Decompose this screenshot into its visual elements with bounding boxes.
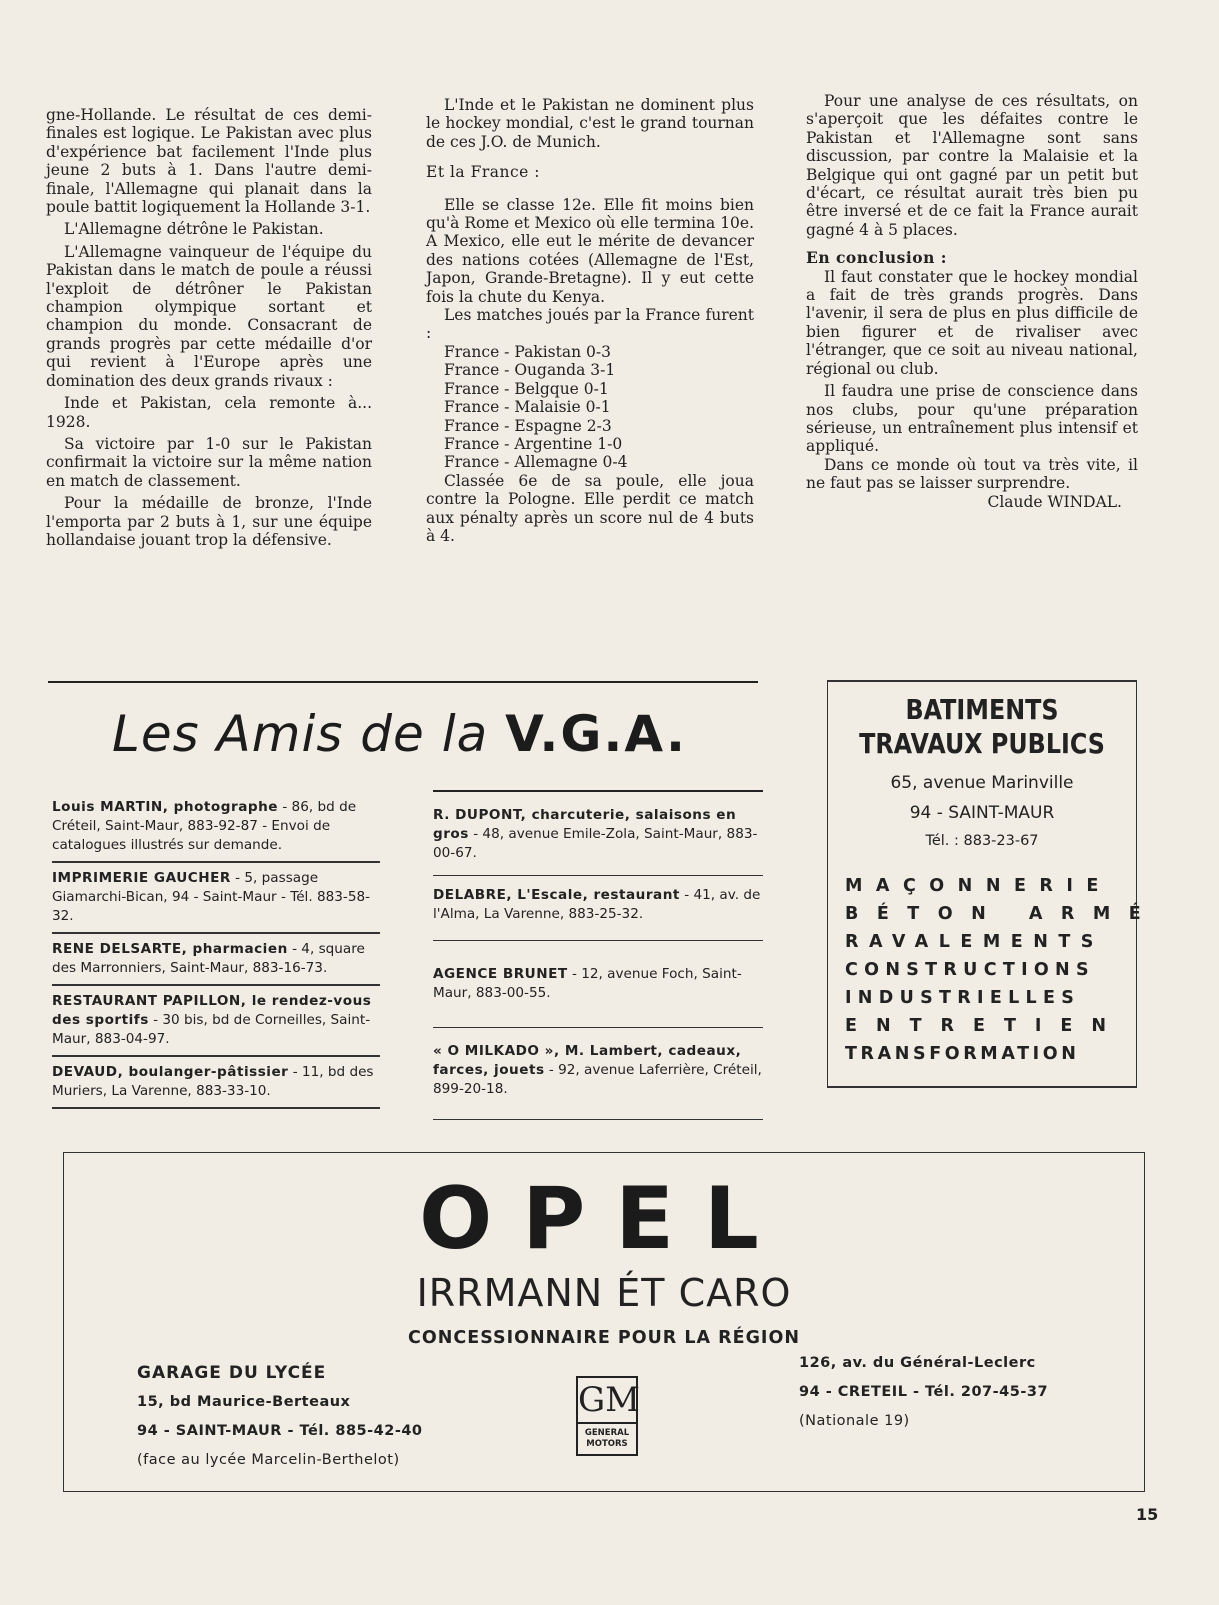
address-line: 15, bd Maurice-Berteaux xyxy=(137,1394,351,1410)
brand-logo: OPEL xyxy=(419,1169,789,1269)
service-item: TRANSFORMATION xyxy=(845,1044,1080,1064)
address-line: 94 - CRETEIL - Tél. 207-45-37 xyxy=(799,1384,1049,1400)
paragraph: L'Allemagne vainqueur de l'équipe du Pakistan dans le match de poule a réussi l'exploit de détrôner le Pakistan champion olympique sortant et champion du monde. Consacrant de grands progrès par cette médaille d'or qui revient à l'Europe après une domination des deux grands rivaux : xyxy=(46,242,372,390)
ad-address: 94 - SAINT-MAUR xyxy=(909,803,1055,823)
match-result: France - Belgque 0-1 xyxy=(444,379,609,398)
match-result: France - Malaisie 0-1 xyxy=(444,398,611,417)
ad-name: Louis MARTIN, photographe xyxy=(52,799,278,815)
services-list xyxy=(828,872,1160,1068)
title-italic: Les Amis de la xyxy=(112,705,489,763)
service-item: MAÇONNERIE xyxy=(845,876,1112,896)
section-heading: En conclusion : xyxy=(806,248,947,268)
ad-text: - 86, bd de Créteil, Saint-Maur, 883-92-87 - Envoi de catalogues illustrés sur demande. xyxy=(52,799,357,853)
ad-address: 65, avenue Marinville xyxy=(890,773,1074,793)
ad-text: - 48, avenue Emile-Zola, Saint-Maur, 883-00-67. xyxy=(433,826,758,861)
title-bold: V.G.A. xyxy=(505,705,688,763)
ad-title: TRAVAUX PUBLICS xyxy=(859,727,1105,760)
ad-name: RENE DELSARTE, pharmacien xyxy=(52,941,288,957)
ad-name: R. DUPONT, charcuterie, salaisons en gros xyxy=(433,807,737,842)
paragraph: Les matches joués par la France furent : xyxy=(426,306,754,343)
service-item: BÉTON ARMÉ xyxy=(845,904,1160,924)
gm-logo-text xyxy=(578,1424,636,1450)
ad-entry xyxy=(52,986,380,1057)
creteil-address xyxy=(799,1349,1048,1436)
paragraph: gne-Hollande. Le résultat de ces demi-finales est logique. Le Pakistan avec plus d'expérience bat facilement l'Inde plus jeune 2 buts à 1. Dans l'autre demi-finale, l'Allemagne qui planait dans la poule battit logiquement la Hollande 3-1. xyxy=(46,106,372,217)
garage-address xyxy=(137,1359,423,1475)
service-item: INDUSTRIELLES xyxy=(845,988,1081,1008)
paragraph: L'Inde et le Pakistan ne dominent plus le hockey mondial, c'est le grand tournan de ces J.O. de Munich. xyxy=(426,96,754,151)
ad-text: - 41, av. de l'Alma, La Varenne, 883-25-32. xyxy=(433,887,761,922)
paragraph: Classée 6e de sa poule, elle joua contre la Pologne. Elle perdit ce match aux pénalty après un score nul de 4 buts à 4. xyxy=(426,471,754,545)
ad-name: DELABRE, L'Escale, restaurant xyxy=(433,887,680,903)
ad-text: - 4, square des Marronniers, Saint-Maur, 883-16-73. xyxy=(52,941,365,976)
ad-phone: Tél. : 883-23-67 xyxy=(925,833,1039,849)
ad-name: AGENCE BRUNET xyxy=(433,966,568,982)
paragraph: Il faut constater que le hockey mondial a fait de très grands progrès. Dans l'avenir, il sera de plus en plus difficile de bien figurer et de rivaliser avec l'étranger, que ce soit au niveau national, régional ou club. xyxy=(806,267,1138,378)
ad-entry xyxy=(433,876,763,941)
garage-title: GARAGE DU LYCÉE xyxy=(137,1363,327,1383)
ad-name: « O MILKADO », M. Lambert, cadeaux, farces, jouets xyxy=(433,1043,742,1078)
ad-text: - 5, passage Giamarchi-Bican, 94 - Saint-Maur - Tél. 883-58-32. xyxy=(52,870,371,924)
paragraph: Elle se classe 12e. Elle fit moins bien qu'à Rome et Mexico où elle termina 10e. A Mexico, elle eut le mérite de devancer des nations cotées (Allemagne de l'Est, Japon, Grande-Bretagne). Il y eut cette fois la chute du Kenya. xyxy=(426,195,755,306)
ad-title: BATIMENTS xyxy=(905,693,1059,726)
section-heading: Et la France : xyxy=(426,163,540,182)
paragraph: L'Allemagne détrône le Pakistan. xyxy=(64,220,324,239)
divider xyxy=(433,790,763,792)
page-number: 15 xyxy=(1136,1505,1159,1524)
ad-entry xyxy=(52,934,380,986)
ad-text: - 30 bis, bd de Corneilles, Saint-Maur, 883-04-97. xyxy=(52,1012,371,1047)
ad-entry xyxy=(52,792,380,863)
section-title xyxy=(112,705,687,763)
ad-entry xyxy=(433,941,763,1028)
service-item: ENTRETIEN xyxy=(845,1016,1126,1036)
ad-name: DEVAUD, boulanger-pâtissier xyxy=(52,1064,289,1080)
ad-entry xyxy=(433,800,763,876)
ad-entry xyxy=(52,863,380,934)
ad-name: RESTAURANT PAPILLON, le rendez-vous des sportifs xyxy=(52,993,372,1028)
paragraph: Inde et Pakistan, cela remonte à... 1928. xyxy=(46,394,372,431)
paragraph: Pour une analyse de ces résultats, on s'aperçoit que les défaites contre le Pakistan et l'Allemagne sont sans discussion, par contre la Malaisie et la Belgique qui ont gagné par un petit but d'écart, ce résultat aurait très bien pu être inversé et de ce fait la France aurait gagné 4 à 5 places. xyxy=(806,92,1138,239)
ads-left-column xyxy=(52,792,380,1109)
article-column-1 xyxy=(46,106,372,549)
gm-logo-letters: GM xyxy=(578,1378,636,1424)
service-item: CONSTRUCTIONS xyxy=(845,960,1095,980)
paragraph: Pour la médaille de bronze, l'Inde l'emporta par 2 buts à 1, sur une équipe hollandaise jouant trop la défensive. xyxy=(46,494,372,549)
address-line: (face au lycée Marcelin-Berthelot) xyxy=(137,1452,400,1468)
match-result: France - Argentine 1-0 xyxy=(444,434,623,453)
ad-text: - 12, avenue Foch, Saint-Maur, 883-00-55. xyxy=(433,966,742,1001)
service-item: RAVALEMENTS xyxy=(845,932,1104,952)
address-line: (Nationale 19) xyxy=(799,1413,910,1429)
match-result: France - Allemagne 0-4 xyxy=(444,453,628,472)
paragraph: Sa victoire par 1-0 sur le Pakistan confirmait la victoire sur la même nation en match de classement. xyxy=(46,434,372,490)
match-result: France - Ouganda 3-1 xyxy=(444,361,616,380)
article-column-3 xyxy=(806,92,1138,511)
ad-entry xyxy=(52,1057,380,1109)
ads-right-column xyxy=(433,800,763,1120)
signature: Claude WINDAL. xyxy=(987,492,1122,511)
address-line: 126, av. du Général-Leclerc xyxy=(799,1355,1036,1371)
match-result: France - Pakistan 0-3 xyxy=(444,342,611,361)
ad-entry xyxy=(433,1028,763,1120)
article-column-2 xyxy=(426,96,754,545)
gm-logo xyxy=(576,1376,638,1456)
ad-text: - 92, avenue Laferrière, Créteil, 899-20-18. xyxy=(433,1062,762,1097)
match-result: France - Espagne 2-3 xyxy=(444,416,612,435)
ad-text: - 11, bd des Muriers, La Varenne, 883-33-10. xyxy=(52,1064,374,1099)
paragraph: Il faudra une prise de conscience dans nos clubs, pour qu'une préparation sérieuse, un entraînement plus intensif et appliqué. xyxy=(806,382,1138,456)
address-line: 94 - SAINT-MAUR - Tél. 885-42-40 xyxy=(137,1423,423,1439)
ad-name: IMPRIMERIE GAUCHER xyxy=(52,870,231,886)
divider xyxy=(48,681,758,683)
paragraph: Dans ce monde où tout va très vite, il ne faut pas se laisser surprendre. xyxy=(806,455,1138,493)
gm-logo-line: GENERAL xyxy=(584,1428,630,1438)
opel-ad xyxy=(63,1152,1145,1492)
dealer-name: IRRMANN ÉT CARO xyxy=(416,1271,792,1315)
tagline: CONCESSIONNAIRE POUR LA RÉGION xyxy=(408,1328,800,1348)
gm-logo-line: MOTORS xyxy=(586,1439,628,1449)
batiments-ad xyxy=(827,680,1160,1088)
